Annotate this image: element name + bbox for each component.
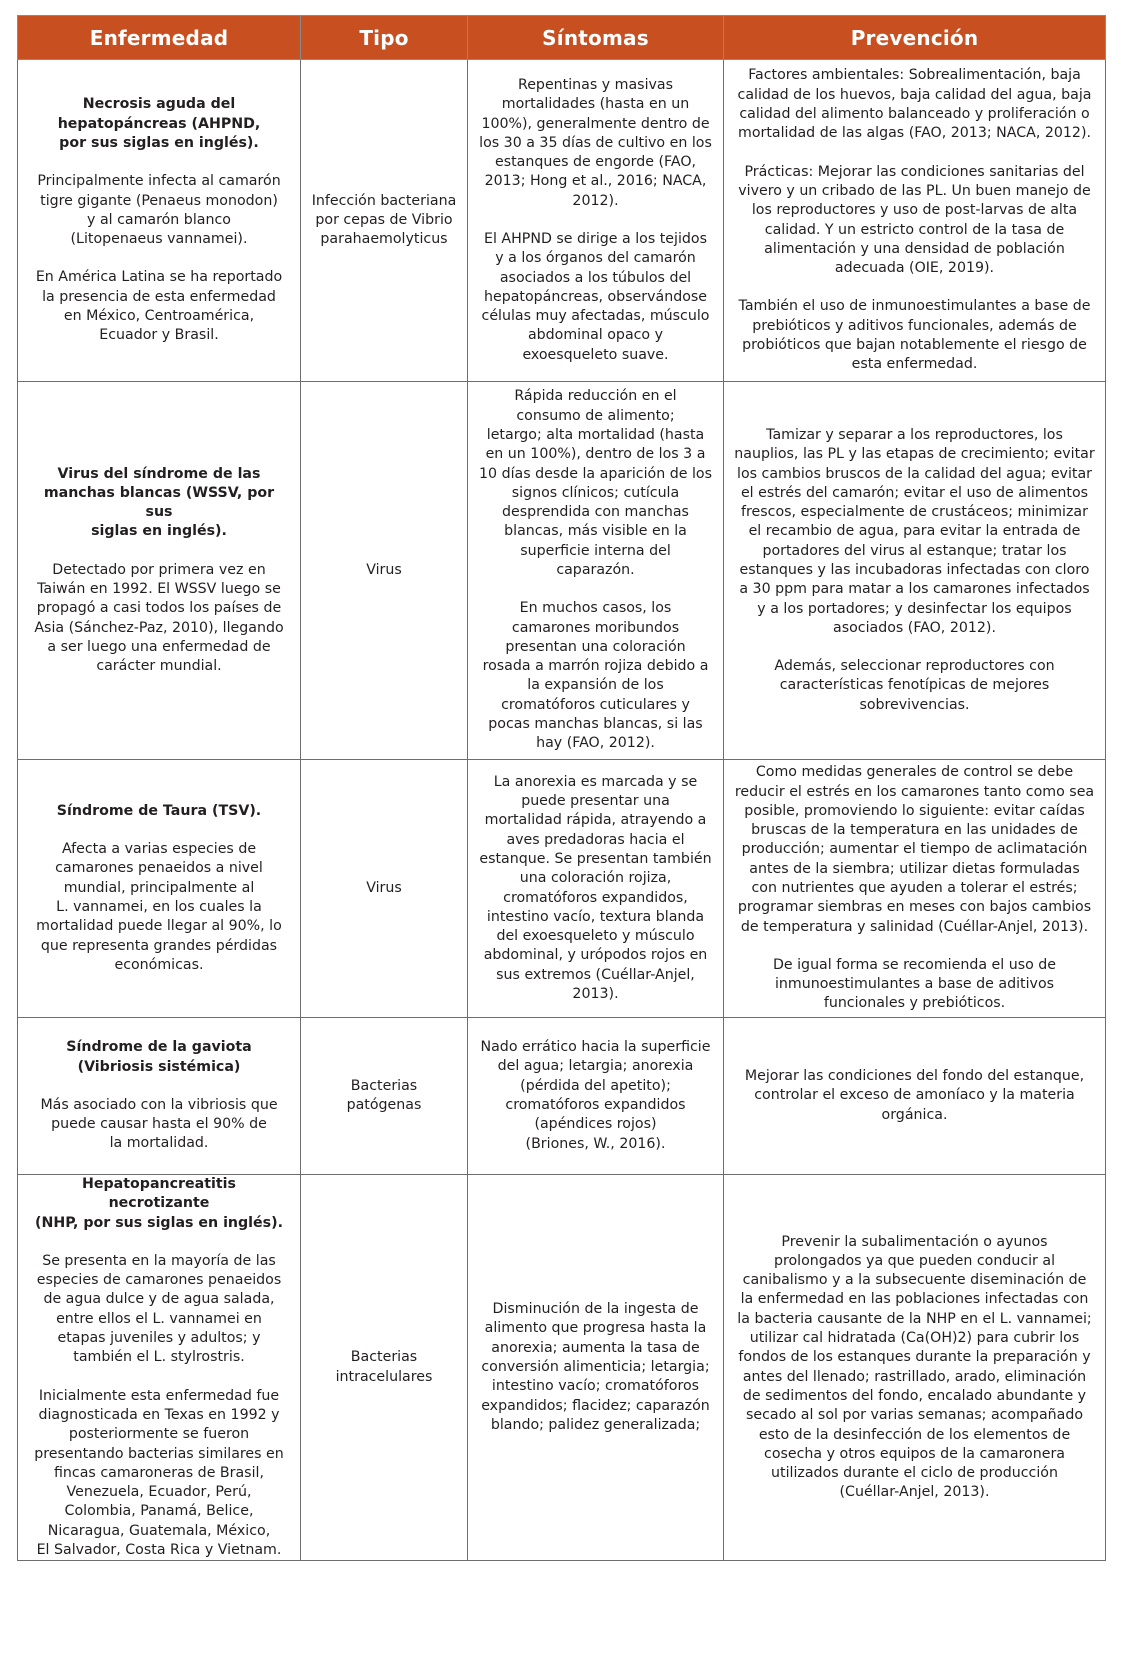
disease-description: carácter mundial. [96, 658, 222, 675]
symptoms-text: mortalidades (hasta en un [501, 96, 690, 113]
prevention-text: Además, seleccionar reproductores con [774, 658, 1055, 675]
disease-title: por sus siglas en inglés). [59, 134, 259, 151]
symptoms-text: (apéndices rojos) [534, 1116, 657, 1133]
disease-title: Necrosis aguda del [82, 96, 236, 113]
type-text: por cepas de Vibrio [315, 211, 453, 228]
symptoms-text: los 30 a 35 días de cultivo en los [479, 134, 712, 151]
symptoms-text: mortalidad rápida, atrayendo a [484, 812, 707, 829]
prevention-text: los reproductores y uso de post-larvas de alta [751, 202, 1078, 219]
prevention-text: y a los portadores; y desinfectar los equipos [757, 600, 1072, 617]
type-text: patógenas [346, 1097, 422, 1113]
symptoms-text: aves predadoras hacia el [506, 831, 685, 848]
symptoms-cell [468, 60, 724, 382]
prevention-text: de temperatura y salinidad (Cuéllar-Anjel, 2013). [740, 918, 1089, 935]
disease-description: Se presenta en la mayoría de las [42, 1252, 276, 1269]
symptoms-text: 2013). [572, 985, 619, 1002]
disease-description: económicas. [114, 956, 204, 973]
disease-description: Afecta a varias especies de [61, 841, 257, 858]
header-prevencion: Prevención [724, 16, 1106, 60]
disease-description: presentando bacterias similares en [34, 1445, 284, 1462]
symptoms-text: El AHPND se dirige a los tejidos [484, 231, 707, 247]
table-row [18, 382, 1106, 760]
symptoms-text: 2013; Hong et al., 2016; NACA, [484, 173, 707, 190]
type-cell [301, 60, 468, 382]
disease-title: Hepatopancreatitis necrotizante [82, 1176, 236, 1212]
symptoms-text: pocas manchas blancas, si las [488, 716, 703, 733]
type-cell [301, 760, 468, 1018]
symptoms-text: caparazón. [556, 562, 635, 578]
type-text: Infección bacteriana [311, 192, 457, 209]
symptoms-text: células muy afectadas, músculo [481, 308, 710, 325]
disease-description: Principalmente infecta al camarón [37, 173, 281, 190]
prevention-text: calidad de los huevos, baja calidad del agua, baja [737, 86, 1092, 103]
symptoms-text: exoesqueleto suave. [522, 346, 669, 363]
disease-description: que representa grandes pérdidas [40, 937, 278, 954]
prevention-text: También el uso de inmunoestimulantes a base de [738, 298, 1091, 315]
prevention-text: fondos de los estanques durante la preparación y [738, 1349, 1091, 1366]
prevention-text: prolongados ya que pueden conducir al [773, 1252, 1056, 1269]
symptoms-text: anorexia; aumenta la tasa de [491, 1339, 700, 1356]
prevention-text: producción; aumentar el tiempo de aclimatación [741, 841, 1088, 858]
disease-description: En América Latina se ha reportado [35, 269, 283, 286]
prevention-text: prebióticos y aditivos funcionales, además de [752, 317, 1077, 334]
type-text: Bacterias [350, 1349, 418, 1366]
header-enfermedad: Enfermedad [18, 16, 301, 60]
symptoms-text: rosada a marrón rojiza debido a [482, 658, 709, 675]
prevention-text: de sedimentos del fondo, encalado abundante y [742, 1387, 1087, 1404]
table-row [18, 60, 1106, 382]
symptoms-text: en un 100%), dentro de los 3 a [485, 446, 706, 463]
prevention-text: Prevenir la subalimentación o ayunos [781, 1233, 1048, 1250]
disease-title: siglas en inglés). [91, 523, 227, 540]
symptoms-text: Rápida reducción en el [514, 388, 677, 405]
prevention-text: posible, promoviendo lo siguiente: evitar caídas [744, 802, 1085, 819]
prevention-text: frescos, especialmente de crustáceos; minimizar [741, 504, 1088, 521]
disease-title: Síndrome de Taura (TSV). [56, 802, 262, 819]
type-cell [301, 1018, 468, 1175]
prevention-text: canibalismo y a la subsecuente diseminación de [742, 1272, 1087, 1289]
symptoms-text: La anorexia es marcada y se [493, 773, 698, 790]
disease-description: propagó a casi todos los países de [36, 600, 282, 617]
type-cell [301, 382, 468, 760]
prevention-text: reducir el estrés en los camarones tanto como sea [734, 783, 1095, 800]
prevention-text: cosecha y otros equipos de la camaronera [764, 1445, 1065, 1462]
disease-title: hepatopáncreas (AHPND, [57, 115, 261, 132]
symptoms-text: Nado errático hacia la superficie [480, 1039, 711, 1056]
prevention-cell [724, 1018, 1106, 1175]
prevention-text: antes del llenado; rastrillado, arado, eliminación [742, 1368, 1087, 1385]
symptoms-text: superficie interna del [520, 542, 671, 559]
disease-description: Más asociado con la vibriosis que [40, 1096, 278, 1113]
symptoms-text: cromatóforos cuticulares y [501, 696, 690, 713]
symptoms-text: blancas, más visible en la [504, 523, 687, 540]
prevention-text: Tamizar y separar a los reproductores, los [766, 426, 1063, 443]
symptoms-text: y a los órganos del camarón [495, 250, 696, 267]
prevention-text: vivero y un cribado de las PL. Un buen manejo de [738, 182, 1091, 199]
shrimp-diseases-table [17, 15, 1106, 1561]
disease-title: (NHP, por sus siglas en inglés). [35, 1214, 283, 1231]
prevention-text: Como medidas generales de control se debe [755, 764, 1074, 781]
disease-description: camarones penaeidos a nivel [55, 860, 263, 877]
prevention-cell [724, 60, 1106, 382]
disease-description: posteriormente se fueron [68, 1426, 250, 1443]
disease-description: a ser luego una enfermedad de [47, 638, 271, 655]
table-row [18, 1175, 1106, 1561]
disease-description: y al camarón blanco [87, 211, 231, 228]
prevention-text: adecuada (OIE, 2019). [834, 260, 995, 277]
prevention-text: el estrés del camarón; evitar el uso de alimentos [740, 484, 1089, 501]
symptoms-text: abdominal opaco y [527, 327, 664, 344]
prevention-text: utilizar cal hidratada (Ca(OH)2) para cubrir los [749, 1330, 1080, 1347]
symptoms-text: blando; palidez generalizada; [490, 1416, 701, 1433]
prevention-text: secado al sol por varias semanas; acompañado [745, 1407, 1084, 1424]
symptoms-text: expandidos; flacidez; caparazón [481, 1397, 710, 1414]
symptoms-text: asociados a los túbulos del [499, 269, 692, 286]
disease-cell [18, 60, 301, 382]
symptoms-text: la expansión de los [527, 677, 664, 694]
symptoms-text: 10 días desde la aparición de los [479, 465, 712, 482]
prevention-text: la bacteria causante de la NHP en el L. vannamei; [737, 1310, 1092, 1327]
symptoms-text: del exoesqueleto y músculo [496, 928, 695, 945]
prevention-text: inmunoestimulantes a base de aditivos [774, 976, 1055, 993]
disease-description: también el L. stylrostris. [73, 1349, 245, 1366]
disease-description: Inicialmente esta enfermedad fue [38, 1387, 280, 1404]
prevention-text: características fenotípicas de mejores [779, 677, 1050, 694]
prevention-text: probióticos que bajan notablemente el riesgo de [742, 336, 1087, 353]
disease-description: Ecuador y Brasil. [99, 327, 219, 344]
symptoms-text: hay (FAO, 2012). [536, 735, 655, 752]
prevention-text: calidad del alimento balanceado y proliferación o [739, 106, 1090, 123]
type-text: parahaemolyticus [320, 231, 448, 248]
prevention-text: De igual forma se recomienda el uso de [772, 956, 1057, 973]
disease-description: en México, Centroamérica, [63, 308, 255, 325]
disease-description: la mortalidad. [109, 1135, 209, 1152]
disease-description: (Litopenaeus vannamei). [70, 231, 248, 248]
disease-description: fincas camaroneras de Brasil, [54, 1464, 264, 1481]
type-text: Bacterias [350, 1077, 418, 1094]
prevention-text: los cambios bruscos de la calidad del agua; evitar [737, 465, 1092, 482]
table-row [18, 760, 1106, 1018]
prevention-text: alimentación y una densidad de población [764, 240, 1065, 257]
symptoms-text: sus extremos (Cuéllar-Anjel, [496, 966, 695, 983]
disease-description: tigre gigante (Penaeus monodon) [40, 192, 278, 209]
symptoms-text: letargo; alta mortalidad (hasta [486, 426, 705, 443]
disease-description: puede causar hasta el 90% de [51, 1116, 267, 1133]
disease-description: Detectado por primera vez en [52, 561, 266, 578]
disease-description: Colombia, Panamá, Belice, [64, 1503, 254, 1520]
prevention-text: utilizados durante el ciclo de producción [771, 1465, 1058, 1482]
prevention-text: el recambio de agua, para evitar la entrada de [748, 523, 1081, 540]
header-sintomas: Síntomas [468, 16, 724, 60]
symptoms-text: conversión alimenticia; letargia; [481, 1359, 710, 1376]
disease-cell [18, 382, 301, 760]
disease-cell [18, 1175, 301, 1561]
type-text: intracelulares [335, 1368, 433, 1385]
symptoms-text: estanques de engorde (FAO, [495, 154, 696, 171]
symptoms-text: camarones moribundos [511, 619, 680, 636]
disease-cell [18, 1018, 301, 1175]
prevention-text: estanques y las incubadoras infectadas con cloro [739, 562, 1090, 578]
symptoms-text: alimento que progresa hasta la [484, 1320, 707, 1337]
prevention-text: Prácticas: Mejorar las condiciones sanitarias del [744, 163, 1085, 180]
prevention-text: mortalidad de las algas (FAO, 2013; NACA, 2012). [738, 125, 1091, 142]
symptoms-text: Repentinas y masivas [517, 76, 673, 93]
header-row [18, 16, 1106, 60]
symptoms-text: 100%), generalmente dentro de [481, 115, 710, 132]
symptoms-text: (pérdida del apetito); [520, 1077, 671, 1094]
symptoms-text: una coloración rojiza, [519, 870, 672, 887]
symptoms-cell [468, 1175, 724, 1561]
symptoms-text: intestino vacío; cromatóforos [491, 1378, 700, 1395]
prevention-text: calidad. Y un estricto control de la tasa de [764, 221, 1065, 238]
prevention-text: nauplios, las PL y las etapas de crecimiento; evitar [734, 446, 1095, 463]
prevention-text: Mejorar las condiciones del fondo del estanque, [744, 1068, 1085, 1085]
prevention-text: orgánica. [881, 1106, 948, 1123]
symptoms-text: presentan una coloración [505, 638, 686, 655]
symptoms-cell [468, 1018, 724, 1175]
type-cell [301, 1175, 468, 1561]
symptoms-text: cromatóforos expandidos, [503, 889, 688, 906]
disease-description: diagnosticada en Texas en 1992 y [38, 1406, 280, 1423]
symptoms-text: consumo de alimento; [516, 407, 675, 424]
type-text: Virus [366, 561, 402, 578]
prevention-cell [724, 760, 1106, 1018]
symptoms-text: puede presentar una [521, 793, 670, 810]
symptoms-text: Disminución de la ingesta de [492, 1301, 699, 1318]
disease-description: de agua dulce y de agua salada, [43, 1291, 275, 1308]
prevention-text: programar siembras en meses con bajos cambios [737, 899, 1092, 916]
symptoms-text: 2012). [572, 192, 619, 209]
disease-description: mundial, principalmente al [63, 879, 255, 896]
disease-description: Nicaragua, Guatemala, México, [47, 1522, 271, 1539]
symptoms-text: En muchos casos, los [519, 600, 672, 617]
prevention-text: bruscas de la temperatura en las unidades de [751, 822, 1078, 839]
disease-title: (Vibriosis sistémica) [77, 1058, 241, 1075]
symptoms-text: hepatopáncreas, observándose [483, 288, 708, 305]
symptoms-cell [468, 760, 724, 1018]
prevention-text: sobrevivencias. [859, 696, 970, 713]
disease-description: Venezuela, Ecuador, Perú, [66, 1484, 252, 1501]
prevention-text: funcionales y prebióticos. [823, 995, 1006, 1012]
symptoms-text: signos clínicos; cutícula [511, 484, 680, 501]
disease-cell [18, 760, 301, 1018]
prevention-text: esto de la desinfección de los elementos de [758, 1426, 1071, 1443]
disease-description: Asia (Sánchez-Paz, 2010), llegando [34, 619, 284, 636]
prevention-text: controlar el exceso de amoníaco y la materia [754, 1087, 1075, 1104]
prevention-text: con nutrientes que ayuden a tolerar el estrés; [751, 880, 1078, 896]
symptoms-text: del agua; letargia; anorexia [497, 1058, 694, 1075]
symptoms-text: estanque. Se presentan también [479, 850, 712, 867]
symptoms-text: desprendida con manchas [502, 504, 689, 521]
header-tipo: Tipo [301, 16, 468, 60]
prevention-text: portadores del virus al estanque; tratar los [762, 542, 1067, 559]
symptoms-text: abdominal, y urópodos rojos en [483, 947, 708, 964]
disease-description: etapas juveniles y adultos; y [57, 1330, 261, 1347]
type-text: Virus [366, 879, 402, 896]
symptoms-text: intestino vacío, textura blanda [486, 908, 705, 925]
disease-title: Síndrome de la gaviota [66, 1039, 252, 1056]
disease-description: L. vannamei, en los cuales la [56, 899, 262, 915]
disease-description: mortalidad puede llegar al 90%, lo [36, 918, 282, 935]
symptoms-text: cromatóforos expandidos [505, 1097, 686, 1113]
symptoms-text: (Briones, W., 2016). [525, 1135, 666, 1152]
prevention-text: asociados (FAO, 2012). [833, 619, 996, 636]
prevention-text: (Cuéllar-Anjel, 2013). [839, 1484, 990, 1501]
prevention-text: la enfermedad en las poblaciones infectadas con [740, 1291, 1089, 1308]
table-row [18, 1018, 1106, 1175]
prevention-cell [724, 1175, 1106, 1561]
prevention-text: antes de la siembra; utilizar dietas formuladas [749, 860, 1080, 877]
prevention-text: esta enfermedad. [851, 356, 978, 373]
disease-description: El Salvador, Costa Rica y Vietnam. [36, 1542, 282, 1559]
disease-description: especies de camarones penaeidos [36, 1272, 282, 1289]
disease-description: entre ellos el L. vannamei en [56, 1310, 262, 1327]
disease-title: Virus del síndrome de las [57, 465, 261, 482]
prevention-cell [724, 382, 1106, 760]
disease-description: la presencia de esta enfermedad [42, 288, 276, 305]
symptoms-cell [468, 382, 724, 760]
prevention-text: Factores ambientales: Sobrealimentación, baja [748, 67, 1081, 84]
disease-description: Taiwán en 1992. El WSSV luego se [37, 581, 281, 597]
disease-title: manchas blancas (WSSV, por sus [43, 484, 275, 521]
prevention-text: a 30 ppm para matar a los camarones infectados [739, 581, 1090, 598]
